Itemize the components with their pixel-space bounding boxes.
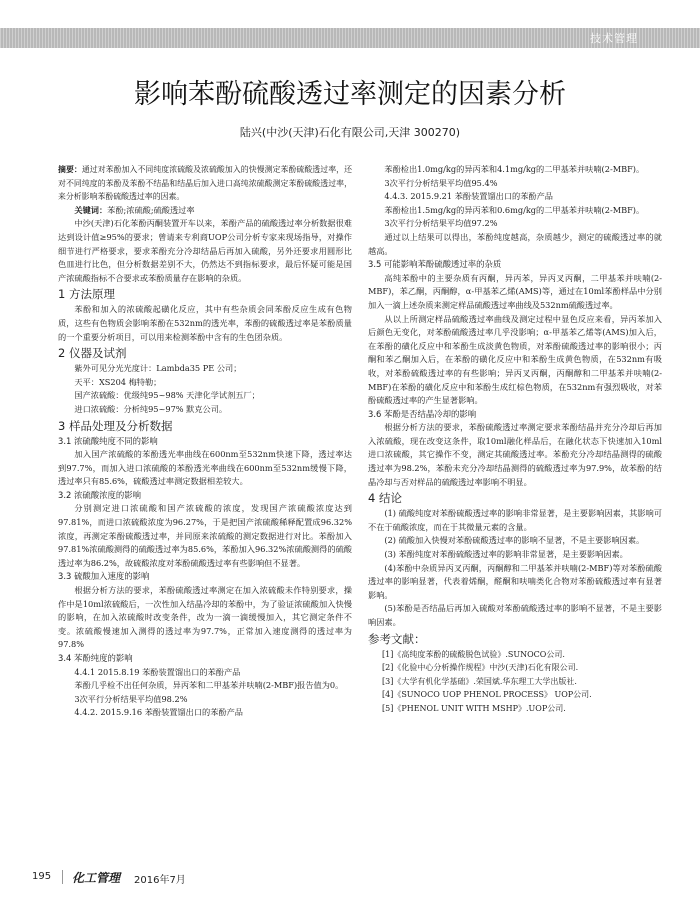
subsection-heading: 3.1 浓硫酸纯度不同的影响 [58, 435, 158, 446]
subsection-heading: 3.3 硫酸加入速度的影响 [58, 571, 150, 582]
section-heading: 1 方法原理 [58, 287, 115, 302]
footer-divider [62, 870, 63, 884]
paragraph: 4.4.2. 2015.9.16 苯酚装置馏出口的苯酚产品 [74, 707, 243, 718]
paragraph: 3次平行分析结果平均值98.2% [74, 693, 188, 704]
paragraph: 4.4.3. 2015.9.21 苯酚装置馏出口的苯酚产品 [384, 191, 553, 202]
paragraph: 4.4.1 2015.8.19 苯酚装置馏出口的苯酚产品 [74, 666, 241, 677]
paragraph: 分别测定进口浓硫酸和国产浓硫酸的浓度，发现国产浓硫酸浓度达到97.81%，而进口浓硫酸浓度为96.27%，于是把国产浓硫酸稀释配置成96.32%浓度，再测定苯酚硫酸透过率，并同原来浓硫酸的测定数据进行对比。苯酚加入97.81%浓硫酸测得的硫酸透过率为85.6%，苯酚加入96.32%浓硫酸测得的硫酸透过率为86.2%，故硫酸浓度对苯酚硫酸透过率有些影响但不显著。 [58, 503, 352, 568]
paragraph: 国产浓硫酸：优级纯95~98% 天津化学试剂五厂； [74, 390, 260, 401]
issue-date: 2016年7月 [134, 875, 186, 886]
paragraph: 苯酚几乎检不出任何杂质，异丙苯和二甲基苯并呋喃(2-MBF)报告值为0。 [74, 680, 344, 691]
paragraph: (1) 硫酸纯度对苯酚硫酸透过率的影响非常显著，是主要影响因素，其影响可不在于硫酸浓度，而在于其微量元素的含量。 [368, 508, 662, 532]
paragraph: 进口浓硫酸：分析纯95~97% 默克公司。 [74, 403, 228, 414]
left-column [58, 163, 352, 720]
paragraph: 从以上所测定样品硫酸透过率曲线及测定过程中显色反应来看，异丙苯加入后颜色无变化，对苯酚硫酸透过率几乎没影响；α-甲基苯乙烯等(AMS)加入后，在苯酚的磺化反应中和苯酚生成淡黄色物质，对苯酚硫酸透过率的影响很小；丙酮和苯乙酮加入后，在苯酚的磺化反应中和苯酚生成黄色物质，在532nm有吸收，对苯酚硫酸透过率的有些影响；异丙叉丙酮，丙酮醇和二甲基苯并呋喃(2-MBF)在苯酚的磺化反应中和苯酚生成红棕色物质，在532nm有强烈吸收，对苯酚硫酸透过率的产生显著影响。 [368, 313, 662, 406]
paragraph: 紫外可见分光光度计：Lambda35 PE 公司； [74, 363, 242, 374]
paragraph: 高纯苯酚中的主要杂质有丙酮，异丙苯，异丙叉丙酮，二甲基苯并呋喃(2-MBF)，苯乙酮，丙酮醇，α-甲基苯乙烯(AMS)等，通过在10ml苯酚样品中分别加入一滴上述杂质来测定样品硫酸透过率曲线及532nm硫酸透过率。 [368, 272, 662, 310]
subsection-heading: 3.5 可能影响苯酚硫酸透过率的杂质 [368, 259, 502, 270]
subsection-heading: 3.2 浓硫酸浓度的影响 [58, 489, 141, 500]
paragraph: 3次平行分析结果平均值97.2% [384, 218, 498, 229]
page-number: 195 [32, 871, 52, 882]
paragraph: (5)苯酚是否结晶后再加入硫酸对苯酚硫酸透过率的影响不显著，不是主要影响因素。 [368, 603, 662, 627]
subsection-heading: 3.4 苯酚纯度的影响 [58, 653, 133, 663]
section-heading: 3 样品处理及分析数据 [58, 418, 173, 433]
reference-item: [4]《SUNOCO UOP PHENOL PROCESS》 UOP公司. [382, 690, 592, 700]
keywords-label: 关键词： [74, 204, 108, 215]
paragraph: (2) 硫酸加入快慢对苯酚硫酸透过率的影响不显著，不是主要影响因素。 [384, 535, 645, 546]
keywords [58, 204, 352, 218]
reference-item: [2]《化验中心分析操作规程》中沙(天津)石化有限公司. [382, 663, 579, 673]
paragraph: 苯酚检出1.0mg/kg的异丙苯和4.1mg/kg的二甲基苯并呋喃(2-MBF)。 [384, 164, 645, 174]
paragraph: (3) 苯酚纯度对苯酚硫酸透过率的影响非常显著，是主要影响因素。 [384, 549, 628, 560]
article-title: 影响苯酚硫酸透过率测定的因素分析 [134, 79, 566, 110]
keywords-text: 苯酚;浓硫酸;硫酸透过率 [107, 204, 195, 215]
section-heading: 参考文献： [368, 631, 426, 646]
right-column [368, 163, 662, 716]
paragraph: 根据分析方法的要求，苯酚硫酸透过率测定在加入浓硫酸未作特别要求，操作中是10ml浓硫酸后，一次性加入结晶冷却的苯酚中，为了验证浓硫酸加入快慢的影响，在加入浓硫酸时改变条件，改为一滴一滴缓慢加入，其它测定条件不变。浓硫酸慢速加入测得的透过率为97.7%，正常加入速度测得的透过率为97.8% [58, 585, 352, 650]
section-heading: 4 结论 [368, 491, 402, 506]
paragraph: 3次平行分析结果平均值95.4% [384, 177, 498, 188]
magazine-name: 化工管理 [72, 871, 121, 885]
paragraph: 通过以上结果可以得出，苯酚纯度越高，杂质越少，测定的硫酸透过率的就越高。 [368, 231, 662, 256]
section-label: 技术管理 [590, 32, 638, 45]
author-line: 陆兴(中沙(天津)石化有限公司,天津 300270) [239, 126, 461, 139]
reference-item: [1]《高纯度苯酚的硫酸脱色试验》.SUNOCO公司. [382, 649, 565, 659]
paragraph: 中沙(天津)石化苯酚丙酮装置开车以来，苯酚产品的硫酸透过率分析数据很难达到设计值≥95%的要求；曾请来专利商UOP公司分析专家来现场指导，对操作细节进行严格要求，要求苯酚充分冷却结晶后再加入硫酸，另外还要求用圆形比色皿进行比色，但分析数据差别不大，仍然达不到指标要求，最后怀疑可能是国产浓硫酸指标不合要求或苯酚质量存在影响的杂质。 [58, 218, 352, 283]
abstract-label: 摘要： [58, 165, 82, 174]
reference-list [368, 648, 662, 716]
section-header-bar [0, 28, 700, 48]
paragraph: (4)苯酚中杂质异丙叉丙酮，丙酮醇和二甲基苯并呋喃(2-MBF)等对苯酚硫酸透过率的影响显著，代表着烯酮，醛酮和呋喃类化合物对苯酚硫酸透过率有显著影响。 [368, 562, 662, 600]
paragraph: 苯酚和加入的浓硫酸起磺化反应，其中有些杂质会同苯酚反应生成有色物质，这些有色物质会影响苯酚在532nm的透光率，苯酚的硫酸透过率是苯酚质量的一个重要分析项目，可以用来检测苯酚中含有的生色团杂质。 [58, 304, 352, 342]
abstract-text: 通过对苯酚加入不同纯度浓硫酸及浓硫酸加入的快慢测定苯酚硫酸透过率，还对不同纯度的苯酚及苯酚不结晶和结晶后加入进口高纯浓硫酸测定苯酚硫酸透过率，来分析影响苯酚硫酸透过率的因素。 [58, 165, 352, 202]
reference-item: [3]《大学有机化学基础》.荣国斌.华东理工大学出版社. [382, 676, 577, 686]
paragraph: 加入国产浓硫酸的苯酚透光率曲线在600nm至532nm快速下降，透过率达到97.7%，而加入进口浓硫酸的苯酚透光率曲线在600nm至532nm缓慢下降，透过率只有85.6%，硫酸透过率测定数据相差较大。 [58, 449, 352, 487]
page-footer [28, 868, 678, 888]
paragraph: 天平：XS204 梅特勒； [74, 376, 162, 387]
reference-item: [5]《PHENOL UNIT WITH MSHP》.UOP公司. [382, 703, 566, 713]
paragraph: 苯酚检出1.5mg/kg的异丙苯和0.6mg/kg的二甲基苯并呋喃(2-MBF)。 [384, 204, 645, 215]
section-heading: 2 仪器及试剂 [58, 346, 127, 361]
abstract [58, 163, 352, 204]
subsection-heading: 3.6 苯酚是否结晶冷却的影响 [368, 408, 477, 419]
paragraph: 根据分析方法的要求，苯酚硫酸透过率测定要求苯酚结晶并充分冷却后再加入浓硫酸，现在改变这条件，取10ml融化样品后，在融化状态下快速加入10ml进口浓硫酸，其它操作不变，测定其硫酸透过率。苯酚充分冷却结晶测得的硫酸透过率为98.2%，苯酚未充分冷却结晶测得的硫酸透过率为97.9%，故苯酚的结晶冷却与否对样品的硫酸透过率影响不明显。 [368, 422, 662, 487]
